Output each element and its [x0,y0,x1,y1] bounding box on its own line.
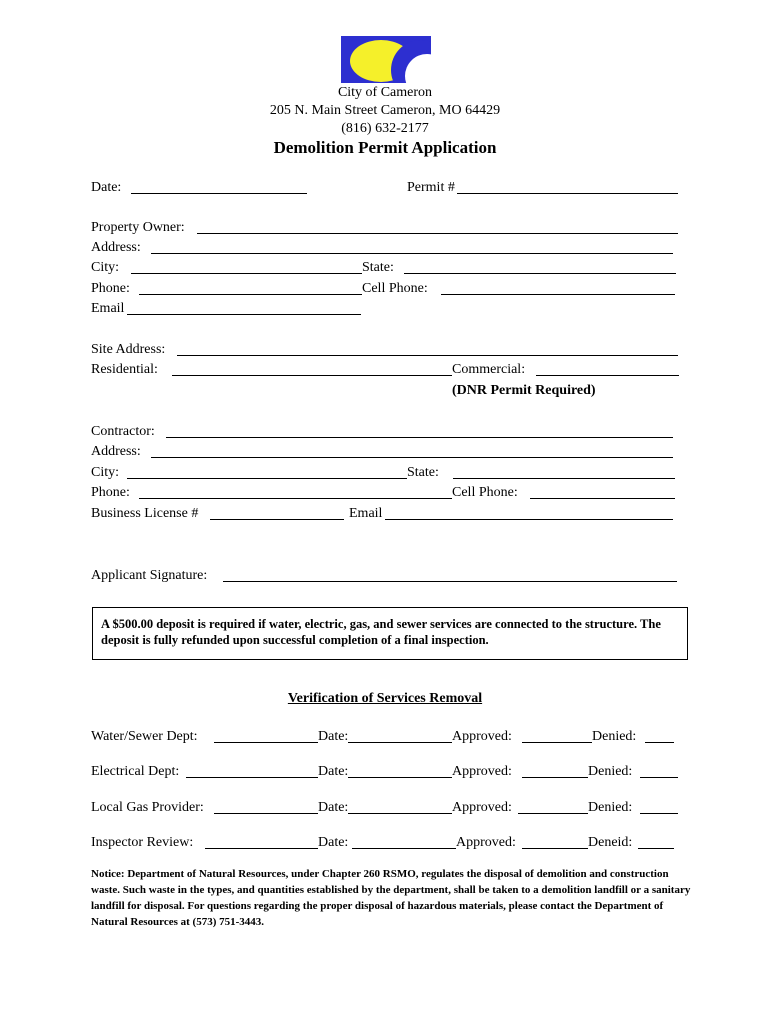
inspector-approved-field[interactable] [522,848,588,849]
contractor-email-label: Email [349,506,383,521]
owner-state-label: State: [362,260,394,275]
verification-denied-label: Denied: [592,729,637,744]
owner-phone-label: Phone: [91,281,130,296]
contractor-city-label: City: [91,465,120,480]
owner-cell-phone-label: Cell Phone: [362,281,428,296]
verification-date-label: Date: [318,729,349,744]
deposit-notice-text: A $500.00 deposit is required if water, electric, gas, and sewer services are connected to the structure. The deposit is fully refunded upon successful completion of a final inspection. [101,617,661,647]
water-sewer-date-field[interactable] [348,742,452,743]
owner-phone-field[interactable] [139,294,362,295]
verification-row-label: Local Gas Provider: [91,800,204,815]
verification-row-label: Inspector Review: [91,835,194,850]
permit-label: Permit # [407,180,455,195]
contractor-state-label: State: [407,465,439,480]
dnr-notice-text: Notice: Department of Natural Resources, under Chapter 260 RSMO, regulates the disposal of demolition and construction waste. Such waste in the types, and quantities established by the department, shall be taken to a demolition landfill or a sanitary landfill for disposal. For questions regarding the proper disposal of hazardous materials, please contact the Department of Natural Resources at (573) 751-3443. [91,868,691,928]
contractor-email-field[interactable] [385,519,673,520]
inspector-date-field[interactable] [352,848,456,849]
electrical-dept-field[interactable] [186,777,318,778]
verification-date-label: Date: [318,800,349,815]
owner-city-label: City: [91,260,120,275]
owner-email-field[interactable] [127,314,361,315]
business-license-field[interactable] [210,519,344,520]
water-sewer-denied-field[interactable] [645,742,674,743]
date-field[interactable] [131,193,307,194]
verification-approved-label: Approved: [452,729,512,744]
contractor-address-label: Address: [91,444,141,459]
residential-label: Residential: [91,362,158,377]
page-title: Demolition Permit Application [273,138,497,157]
electrical-denied-field[interactable] [640,777,678,778]
verification-approved-label: Approved: [456,835,516,850]
deposit-notice-box [92,607,688,660]
verification-row-label: Electrical Dept: [91,764,180,779]
contractor-state-field[interactable] [453,478,675,479]
electrical-date-field[interactable] [348,777,452,778]
verification-date-label: Date: [318,835,349,850]
gas-date-field[interactable] [348,813,452,814]
gas-provider-field[interactable] [214,813,318,814]
owner-address-label: Address: [91,240,141,255]
owner-state-field[interactable] [404,273,676,274]
property-owner-field[interactable] [197,233,678,234]
owner-city-field[interactable] [131,273,362,274]
inspector-review-field[interactable] [205,848,318,849]
permit-number-field[interactable] [457,193,678,194]
property-owner-label: Property Owner: [91,220,185,235]
verification-denied-label: Denied: [588,764,633,779]
commercial-label: Commercial: [452,362,526,377]
water-sewer-dept-field[interactable] [214,742,318,743]
verification-title: Verification of Services Removal [287,691,483,706]
applicant-signature-label: Applicant Signature: [91,568,208,583]
verification-denied-label: Denied: [588,800,633,815]
contractor-cell-phone-field[interactable] [530,498,675,499]
city-phone: (816) 632-2177 [341,121,429,136]
gas-approved-field[interactable] [518,813,588,814]
contractor-city-field[interactable] [127,478,407,479]
electrical-approved-field[interactable] [522,777,588,778]
city-logo-icon [341,36,431,83]
gas-denied-field[interactable] [640,813,678,814]
owner-address-field[interactable] [151,253,673,254]
verification-approved-label: Approved: [452,800,512,815]
verification-date-label: Date: [318,764,349,779]
water-sewer-approved-field[interactable] [522,742,592,743]
contractor-phone-label: Phone: [91,485,130,500]
applicant-signature-field[interactable] [223,581,677,582]
contractor-label: Contractor: [91,424,155,439]
contractor-address-field[interactable] [151,457,673,458]
verification-row-label: Water/Sewer Dept: [91,729,198,744]
verification-approved-label: Approved: [452,764,512,779]
commercial-field[interactable] [536,375,679,376]
site-address-label: Site Address: [91,342,166,357]
owner-cell-phone-field[interactable] [441,294,675,295]
date-label: Date: [91,180,122,195]
site-address-field[interactable] [177,355,678,356]
contractor-cell-phone-label: Cell Phone: [452,485,518,500]
owner-email-label: Email [91,301,125,316]
contractor-field[interactable] [166,437,673,438]
verification-deneid-label: Deneid: [588,835,633,850]
city-address: 205 N. Main Street Cameron, MO 64429 [269,103,501,118]
inspector-denied-field[interactable] [638,848,674,849]
business-license-label: Business License # [91,506,199,521]
dnr-permit-note: (DNR Permit Required) [452,383,596,398]
contractor-phone-field[interactable] [139,498,452,499]
residential-field[interactable] [172,375,452,376]
city-name: City of Cameron [337,85,433,100]
